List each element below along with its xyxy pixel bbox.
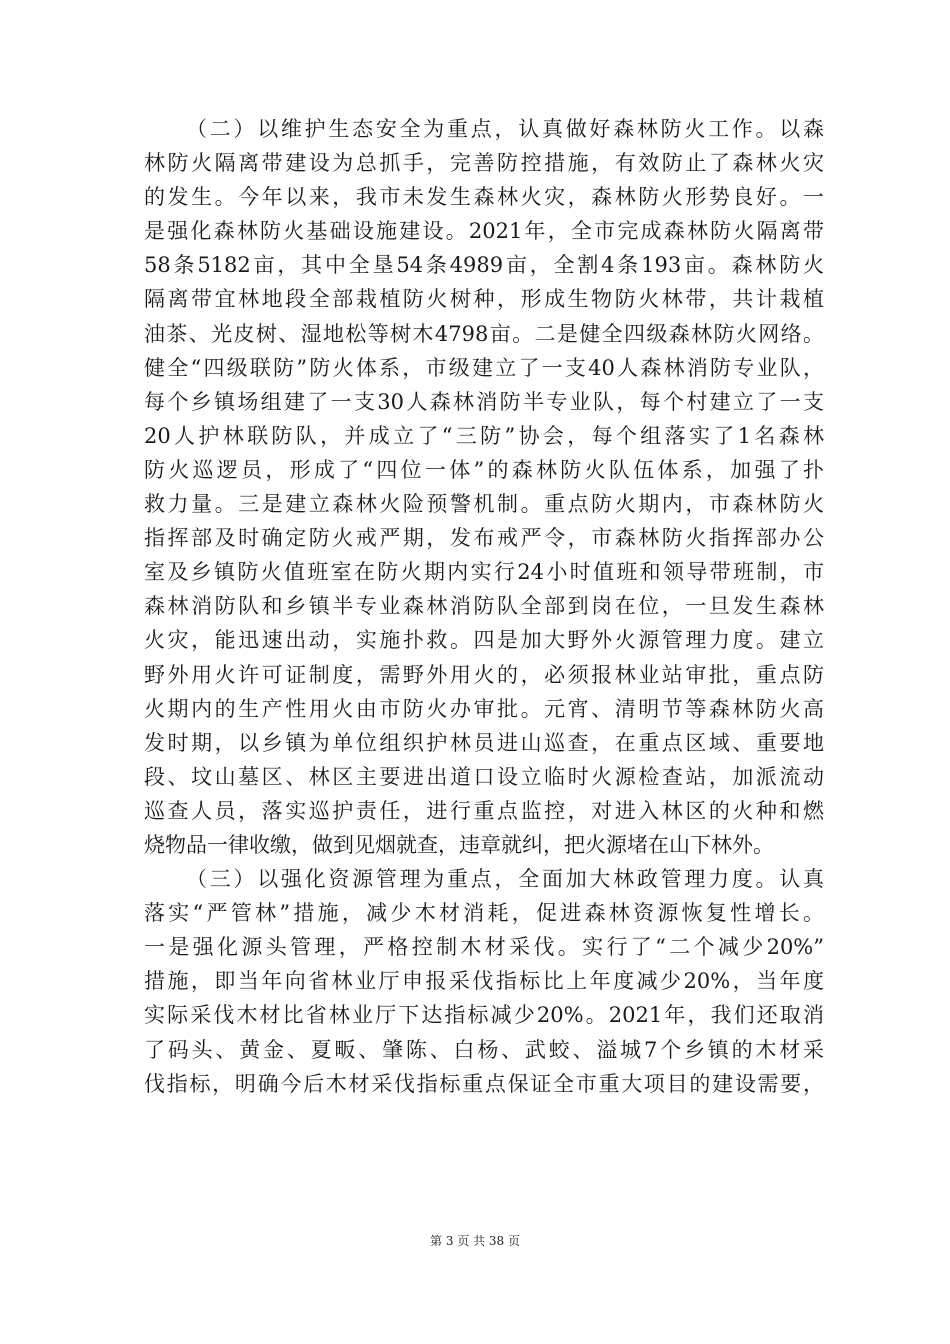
paragraph-line: 室及乡镇防火值班室在防火期内实行24小时值班和领导带班制，市 xyxy=(144,560,824,585)
paragraph-line: 措施，即当年向省林业厅申报采伐指标比上年度减少20%，当年度 xyxy=(144,969,824,994)
paragraph-line: 是强化森林防火基础设施建设。2021年，全市完成森林防火隔离带 xyxy=(144,219,824,244)
paragraph-line: 指挥部及时确定防火戒严期，发布戒严令，市森林防火指挥部办公 xyxy=(144,526,824,551)
paragraph-line: 救力量。三是建立森林火险预警机制。重点防火期内，市森林防火 xyxy=(144,492,824,517)
paragraph-line: 火灾，能迅速出动，实施扑救。四是加大野外火源管理力度。建立 xyxy=(144,628,824,653)
paragraph-line: 森林消防队和乡镇半专业森林消防队全部到岗在位，一旦发生森林 xyxy=(144,594,824,619)
paragraph-line: （三）以强化资源管理为重点，全面加大林政管理力度。认真 xyxy=(186,867,824,892)
page-number-footer: 第 3 页 共 38 页 xyxy=(430,1234,520,1248)
paragraph-line: 油茶、光皮树、湿地松等树木4798亩。二是健全四级森林防火网络。 xyxy=(144,321,824,346)
paragraph-line: 每个乡镇场组建了一支30人森林消防半专业队，每个村建立了一支 xyxy=(144,389,824,414)
paragraph-line: 落实“严管林”措施，减少木材消耗，促进森林资源恢复性增长。 xyxy=(144,901,824,926)
paragraph-line: 防火巡逻员，形成了“四位一体”的森林防火队伍体系，加强了扑 xyxy=(144,457,824,482)
paragraph-line: 野外用火许可证制度，需野外用火的，必须报林业站审批，重点防 xyxy=(144,662,824,687)
paragraph-line: 巡查人员，落实巡护责任，进行重点监控，对进入林区的火种和燃 xyxy=(144,798,824,823)
paragraph-line: 火期内的生产性用火由市防火办审批。元宵、清明节等森林防火高 xyxy=(144,696,824,721)
paragraph-line: 的发生。今年以来，我市未发生森林火灾，森林防火形势良好。一 xyxy=(144,185,824,210)
paragraph-line: 58条5182亩，其中全垦54条4989亩，全割4条193亩。森林防火 xyxy=(144,253,824,278)
paragraph-line: 段、坟山墓区、林区主要进出道口设立临时火源检查站，加派流动 xyxy=(144,764,824,789)
paragraph-line: 了码头、黄金、夏畈、肇陈、白杨、武蛟、溢城7个乡镇的木材采 xyxy=(144,1037,824,1062)
paragraph-line: （二）以维护生态安全为重点，认真做好森林防火工作。以森 xyxy=(186,117,824,141)
paragraph-line: 一是强化源头管理，严格控制木材采伐。实行了“二个减少20%” xyxy=(144,935,824,960)
document-body xyxy=(144,112,824,1101)
paragraph-line: 伐指标，明确今后木材采伐指标重点保证全市重大项目的建设需要， xyxy=(144,1071,824,1096)
paragraph-line: 隔离带宜林地段全部栽植防火树种，形成生物防火林带，共计栽植 xyxy=(144,287,824,312)
paragraph-line: 发时期，以乡镇为单位组织护林员进山巡查，在重点区域、重要地 xyxy=(144,730,824,755)
paragraph-line: 健全“四级联防”防火体系，市级建立了一支40人森林消防专业队， xyxy=(144,355,824,380)
paragraph-line: 20人护林联防队，并成立了“三防”协会，每个组落实了1名森林 xyxy=(144,423,824,448)
paragraph-line: 实际采伐木材比省林业厅下达指标减少20%。2021年，我们还取消 xyxy=(144,1003,824,1028)
paragraph-line: 林防火隔离带建设为总抓手，完善防控措施，有效防止了森林火灾 xyxy=(144,151,824,176)
paragraph-line: 烧物品一律收缴，做到见烟就查，违章就纠，把火源堵在山下林外。 xyxy=(144,832,774,857)
